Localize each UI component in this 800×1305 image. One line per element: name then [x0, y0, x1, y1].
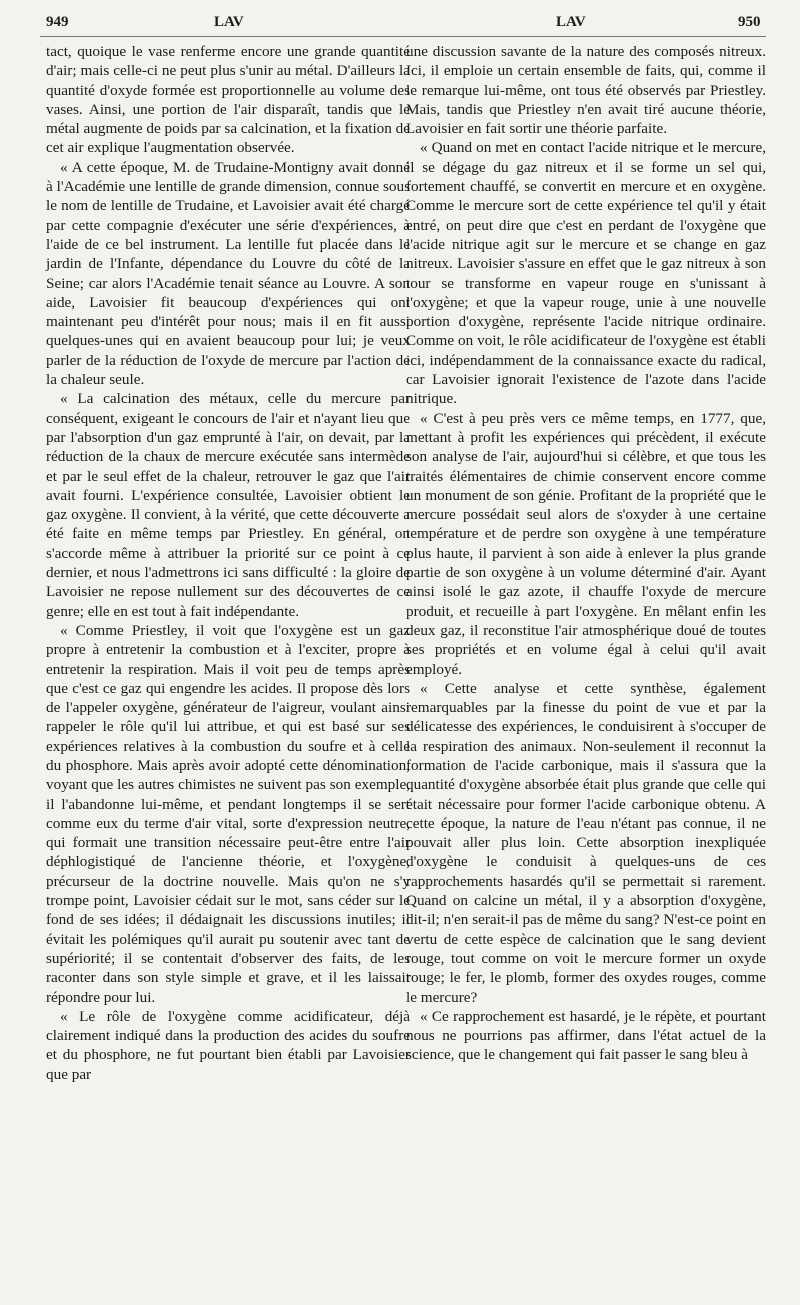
paragraph: « A cette époque, M. de Trudaine-Montigny avait donné à l'Académie une lentille de grande dimension, connue sous le nom de lentille de Trudaine, et Lavoisier avait été chargé par cette compagnie d'exécuter une série d'expériences, à l'aide de ce bel instrument. La lentille fut placée dans le jardin de l'Infante, dépendance du Louvre du côté de la Seine; car alors l'Académie tenait séance au Louvre. A son aide, Lavoisier fit beaucoup d'expériences qui ont maintenant peu d'intérêt pour nous; mais il en fit aussi quelques-unes qui en avaient beaucoup pour lui; je veux parler de la réduction de l'oxyde de mercure par l'action de la chaleur seule. [46, 158, 410, 389]
paragraph: une discussion savante de la nature des composés nitreux. Ici, il emploie un certain ensemble de faits, qui, comme il le remarque lui-même, ont tous été observés par Priestley. Mais, tandis que Priestley n'en avait tiré aucune théorie, Lavoisier en fait sortir une théorie parfaite. [406, 43, 766, 138]
right-column [406, 42, 766, 1065]
left-running-title: LAV [214, 14, 244, 30]
left-page-number: 949 [46, 14, 69, 30]
right-header-rule [400, 36, 766, 37]
paragraph: tact, quoique le vase renferme encore une grande quantité d'air; mais celle-ci ne peut plus s'unir au métal. D'ailleurs la quantité d'oxyde formée est proportionnelle au volume des vases. Ainsi, une portion de l'air disparaît, tandis que le métal augmente de poids par sa calcination, et la fixation de cet air explique l'augmentation observée. [46, 43, 410, 157]
paragraph: « Cette analyse et cette synthèse, également remarquables par la finesse du point de vue et par la délicatesse des expériences, le conduisirent à s'occuper de la respiration des animaux. Non-seulement il reconnut la formation de l'acide carbonique, mais il s'assura que la quantité d'oxygène absorbée était plus grande que celle qui était nécessaire pour former l'acide carbonique obtenu. A cette époque, la nature de l'eau n'étant pas connue, il ne pouvait aller plus loin. Cette absorption inexpliquée d'oxygène le conduisit à quelques-uns de ces rapprochements hasardés qu'il se permettait si rarement. Quand on calcine un métal, il y a absorption d'oxygène, dit-il; n'en serait-il pas de même du sang? N'est-ce point en vertu de cette espèce de calcination que le sang devient rouge, tout comme on voit le mercure former un oxyde rouge; le fer, le plomb, former des oxydes rouges, comme le mercure? [406, 679, 766, 1006]
running-header [0, 14, 800, 36]
right-page-number: 950 [738, 14, 761, 30]
paragraph: « La calcination des métaux, celle du mercure par conséquent, exigeant le concours de l'air et n'ayant lieu que par l'absorption d'un gaz emprunté à l'air, on devait, par la réduction de la chaux de mercure exécutée sans intermède et par le seul effet de la chaleur, retrouver le gaz que l'air avait fourni. L'expérience consultée, Lavoisier obtient le gaz oxygène. Il convient, à la vérité, que cette découverte a été faite en même temps par Priestley. En général, on s'accorde même à attribuer la priorité sur ce point à ce dernier, et nous l'admettrons ici sans difficulté : la gloire de Lavoisier ne repose nullement sur des découvertes de ce genre; elle en est tout à fait indépendante. [46, 390, 410, 620]
paragraph: « Comme Priestley, il voit que l'oxygène est un gaz propre à entretenir la combustion et à l'exciter, propre à entretenir la respiration. Mais il voit peu de temps après que c'est ce gaz qui engendre les acides. Il propose dès lors de l'appeler oxygène, générateur de l'aigreur, voulant ainsi rappeler le rôle qu'il lui attribue, et qui est basé sur ses expériences relatives à la combustion du soufre et à celle du phosphore. Mais après avoir adopté cette dénomination, voyant que les autres chimistes ne suivent pas son exemple, il l'abandonne lui-même, et pendant longtemps il se sert comme eux du terme d'air vital, sorte d'expression neutre, qui formait une transition nécessaire peut-être entre l'air déphlogistiqué de l'ancienne théorie, et l'oxygène, précurseur de la doctrine nouvelle. Mais qu'on ne s'y trompe point, Lavoisier cédait sur le mot, sans céder sur le fond de ses idées; il dédaignait les discussions inutiles; il évitait les polémiques qu'il aurait pu soutenir avec tant de supériorité; il se contentait d'observer des faits, de les raconter dans son style simple et grave, et il les laissait répondre pour lui. [46, 621, 410, 1006]
right-running-title: LAV [556, 14, 586, 30]
left-column [46, 42, 410, 1084]
paragraph: « C'est à peu près vers ce même temps, en 1777, que, mettant à profit les expériences qui précèdent, il exécute son analyse de l'air, aujourd'hui si célèbre, et que tous les traités élémentaires de chimie conservent encore comme un monument de son génie. Profitant de la propriété que le mercure possédait seul alors de s'oxyder à une certaine température et de perdre son oxygène à une température plus haute, il parvient à son aide à enlever la plus grande partie de son oxygène à un volume déterminé d'air. Ayant ainsi isolé le gaz azote, il chauffe l'oxyde de mercure produit, et recueille à part l'oxygène. En mêlant enfin les deux gaz, il reconstitue l'air atmosphérique doué de toutes ses propriétés et en volume égal à celui qu'il avait employé. [406, 409, 766, 678]
paragraph: « Quand on met en contact l'acide nitrique et le mercure, il se dégage du gaz nitreux et il se forme un sel qui, fortement chauffé, se convertit en mercure et en oxygène. Comme le mercure sort de cette expérience tel qu'il y était entré, on peut dire que c'est en perdant de l'oxygène que l'acide nitrique agit sur le mercure et se change en gaz nitreux. Lavoisier s'assure en effet que le gaz nitreux à son tour se transforme en vapeur rouge en s'unissant à l'oxygène; et que la vapeur rouge, unie à une nouvelle portion d'oxygène, représente l'acide nitrique ordinaire. Comme on voit, le rôle acidificateur de l'oxygène est établi ici, indépendamment de la connaissance exacte du radical, car Lavoisier ignorait l'existence de l'azote dans l'acide nitrique. [406, 139, 766, 408]
left-header-rule [40, 36, 410, 37]
paragraph: « Le rôle de l'oxygène comme acidificateur, déjà clairement indiqué dans la production des acides du soufre et du phosphore, ne fut pourtant bien établi par Lavoisier que par [46, 1007, 410, 1083]
paragraph: « Ce rapprochement est hasardé, je le répète, et pourtant nous ne pourrions pas affirmer, dans l'état actuel de la science, que le changement qui fait passer le sang bleu à [406, 1007, 766, 1064]
